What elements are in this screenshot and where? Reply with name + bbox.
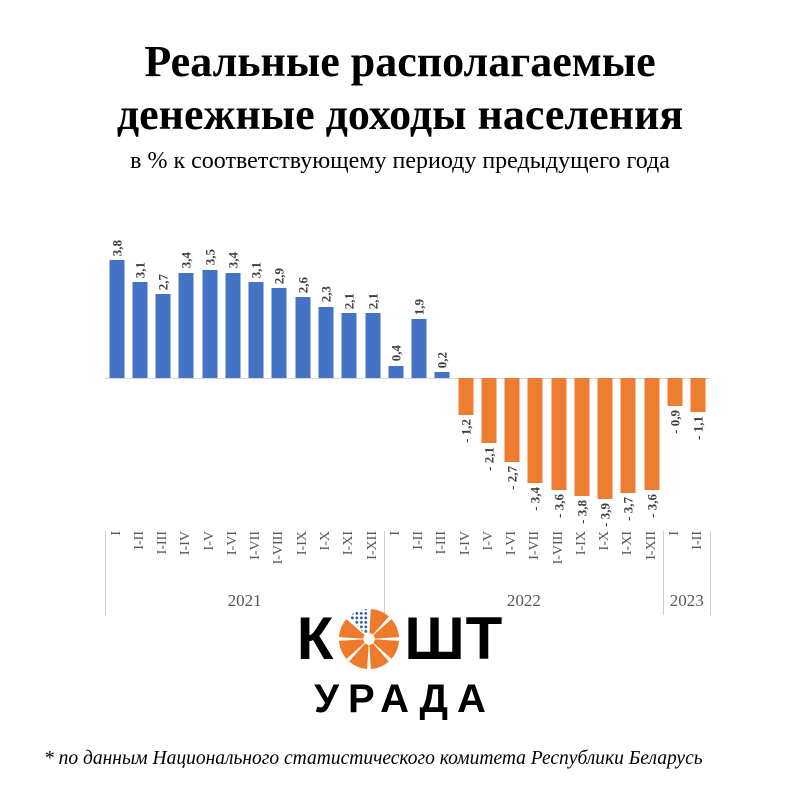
- bar-value-label: 2,7: [155, 274, 171, 291]
- logo-letters-sht: ШТ: [404, 605, 504, 672]
- bar-value-label: 0,2: [434, 351, 450, 368]
- bar-value-label: 3,1: [248, 261, 264, 278]
- category-tick-label: I-VIII: [271, 531, 287, 565]
- category-tick-label: I-IX: [573, 531, 589, 556]
- bar: [551, 378, 566, 490]
- category-tick-label: I-XI: [620, 531, 636, 556]
- bar: [644, 378, 659, 490]
- logo-word-kosht: [297, 604, 504, 673]
- bar-value-label: - 3,7: [620, 496, 636, 521]
- pie-logo-icon: [337, 607, 401, 671]
- bar-value-label: 3,4: [178, 252, 194, 269]
- bar: [691, 378, 706, 412]
- bar-value-label: - 2,1: [481, 447, 497, 471]
- bar: [528, 378, 543, 483]
- category-cell: [431, 531, 454, 589]
- bar-value-label: - 3,8: [574, 499, 590, 524]
- bar-value-label: 3,5: [202, 249, 218, 266]
- category-cell: [407, 531, 430, 589]
- bar: [365, 313, 380, 378]
- category-tick-label: I: [667, 531, 682, 536]
- bar-category: [361, 248, 384, 508]
- year-label: 2022: [506, 591, 541, 610]
- bar-category: [291, 248, 314, 508]
- bar: [481, 378, 496, 443]
- axis-group-separator: [663, 531, 664, 615]
- year-label: 2021: [227, 591, 262, 610]
- category-tick-label: I-XI: [341, 531, 357, 556]
- category-tick-label: I-VIII: [550, 531, 566, 565]
- category-tick-label: I-IX: [294, 531, 310, 556]
- category-cell: [687, 531, 710, 589]
- bars-row: [105, 239, 710, 527]
- axis-group-separator: [710, 531, 711, 615]
- year-label: 2023: [669, 591, 704, 610]
- bar-value-label: - 1,2: [458, 419, 474, 444]
- bar-value-label: 2,1: [341, 292, 357, 309]
- category-cell: [570, 531, 593, 589]
- bar: [435, 372, 450, 378]
- axis-group-separator: [384, 531, 385, 615]
- category-tick-label: I-III: [155, 531, 171, 555]
- bar-category: [314, 248, 337, 508]
- logo-word-urada: УРАДА: [314, 677, 495, 721]
- bar-value-label: 0,4: [388, 345, 404, 362]
- bar-category: [570, 248, 593, 524]
- bar-value-label: 3,1: [132, 261, 148, 278]
- bar-category: [547, 248, 570, 518]
- category-cell: [477, 531, 500, 589]
- category-cell: [547, 531, 570, 589]
- category-cell: [501, 531, 524, 589]
- category-tick-label: I-II: [411, 531, 427, 550]
- bar-category: [152, 248, 175, 508]
- bar-value-label: 3,8: [109, 239, 125, 257]
- category-cell: [524, 531, 547, 589]
- category-cell: [291, 531, 314, 589]
- bar-value-label: 2,9: [271, 267, 287, 285]
- category-cell: [384, 531, 407, 589]
- category-label-row: [105, 531, 710, 589]
- category-tick-label: I-VI: [504, 531, 520, 556]
- category-tick-label: I-IV: [178, 531, 194, 556]
- bar: [388, 366, 403, 378]
- bar-value-label: - 2,7: [504, 465, 520, 490]
- bar-category: [407, 248, 430, 508]
- chart-subtitle: в % к соответствующему периоду предыдущего года: [130, 148, 670, 174]
- bar: [621, 378, 636, 493]
- bar-value-label: 2,3: [318, 286, 334, 303]
- bar-category: [640, 248, 663, 518]
- page-title-line2: денежные доходы населения: [116, 89, 684, 139]
- bar: [319, 307, 334, 378]
- category-cell: [314, 531, 337, 589]
- x-axis: [105, 531, 710, 615]
- bar-value-label: 2,1: [365, 292, 381, 309]
- bar: [295, 297, 310, 378]
- axis-group-separator: [105, 531, 106, 615]
- category-tick-label: I-V: [480, 531, 496, 551]
- bar-category: [105, 239, 128, 508]
- kosht-urada-logo: [0, 604, 800, 722]
- bar-category: [663, 248, 686, 508]
- bar: [458, 378, 473, 415]
- category-tick-label: I-X: [597, 531, 613, 551]
- bar: [156, 294, 171, 378]
- bar: [668, 378, 683, 406]
- bar-value-label: - 0,9: [667, 409, 683, 434]
- bar-category: [128, 248, 151, 508]
- source-footnote: * по данным Национального статистического комитета Республики Беларусь: [44, 748, 703, 769]
- category-cell: [617, 531, 640, 589]
- category-tick-label: I-II: [690, 531, 706, 550]
- category-tick-label: I-VII: [527, 531, 543, 560]
- category-tick-label: I-V: [201, 531, 217, 551]
- bar: [574, 378, 589, 496]
- category-cell: [245, 531, 268, 589]
- category-cell: [128, 531, 151, 589]
- page-title-line1: Реальные располагаемые: [144, 37, 656, 86]
- category-cell: [221, 531, 244, 589]
- bar: [202, 270, 217, 379]
- bar: [598, 378, 613, 499]
- category-tick-label: I-VII: [248, 531, 264, 560]
- bar-category: [431, 248, 454, 508]
- category-tick-label: I-IV: [457, 531, 473, 556]
- category-cell: [338, 531, 361, 589]
- bar-category: [594, 248, 617, 527]
- bar: [225, 273, 240, 378]
- bar-value-label: - 3,9: [597, 502, 613, 527]
- bar-value-label: - 3,6: [551, 493, 567, 518]
- category-tick-label: I-II: [131, 531, 147, 550]
- bar-category: [245, 248, 268, 508]
- category-tick-label: I-X: [318, 531, 334, 551]
- bar-category: [454, 248, 477, 508]
- category-cell: [594, 531, 617, 589]
- bar-category: [477, 248, 500, 508]
- category-cell: [663, 531, 686, 589]
- bar-category: [221, 248, 244, 508]
- bar-category: [384, 248, 407, 508]
- bar: [272, 288, 287, 378]
- bar: [412, 319, 427, 378]
- bar-value-label: 1,9: [411, 298, 427, 316]
- category-tick-label: I: [108, 531, 124, 536]
- bar-category: [175, 248, 198, 508]
- category-tick-label: I: [387, 531, 403, 536]
- bar: [132, 282, 147, 378]
- bar-category: [268, 248, 291, 508]
- bar-category: [524, 248, 547, 512]
- bar-value-label: - 3,6: [644, 493, 660, 518]
- bar-value-label: 3,4: [225, 252, 241, 269]
- bar-category: [198, 248, 221, 508]
- bar: [505, 378, 520, 462]
- category-tick-label: I-XII: [643, 531, 659, 560]
- bar-value-label: - 1,1: [690, 416, 706, 440]
- bar: [342, 313, 357, 378]
- category-tick-label: I-VI: [224, 531, 240, 556]
- bar-value-label: - 3,4: [527, 487, 543, 512]
- page-title: [0, 36, 800, 142]
- bar-category: [338, 248, 361, 508]
- category-cell: [454, 531, 477, 589]
- logo-letter-k: К: [296, 605, 335, 672]
- category-cell: [198, 531, 221, 589]
- category-tick-label: I-XII: [364, 531, 380, 560]
- bar-category: [501, 248, 524, 508]
- bar-value-label: 2,6: [295, 277, 311, 294]
- bar-category: [687, 248, 710, 508]
- category-cell: [175, 531, 198, 589]
- bar: [109, 260, 124, 378]
- category-cell: [268, 531, 291, 589]
- category-cell: [152, 531, 175, 589]
- category-tick-label: I-III: [434, 531, 450, 555]
- category-cell: [105, 531, 128, 589]
- bar: [179, 273, 194, 378]
- bar-category: [617, 248, 640, 521]
- category-cell: [361, 531, 384, 589]
- category-cell: [640, 531, 663, 589]
- plot-area: [105, 239, 710, 527]
- bar: [249, 282, 264, 378]
